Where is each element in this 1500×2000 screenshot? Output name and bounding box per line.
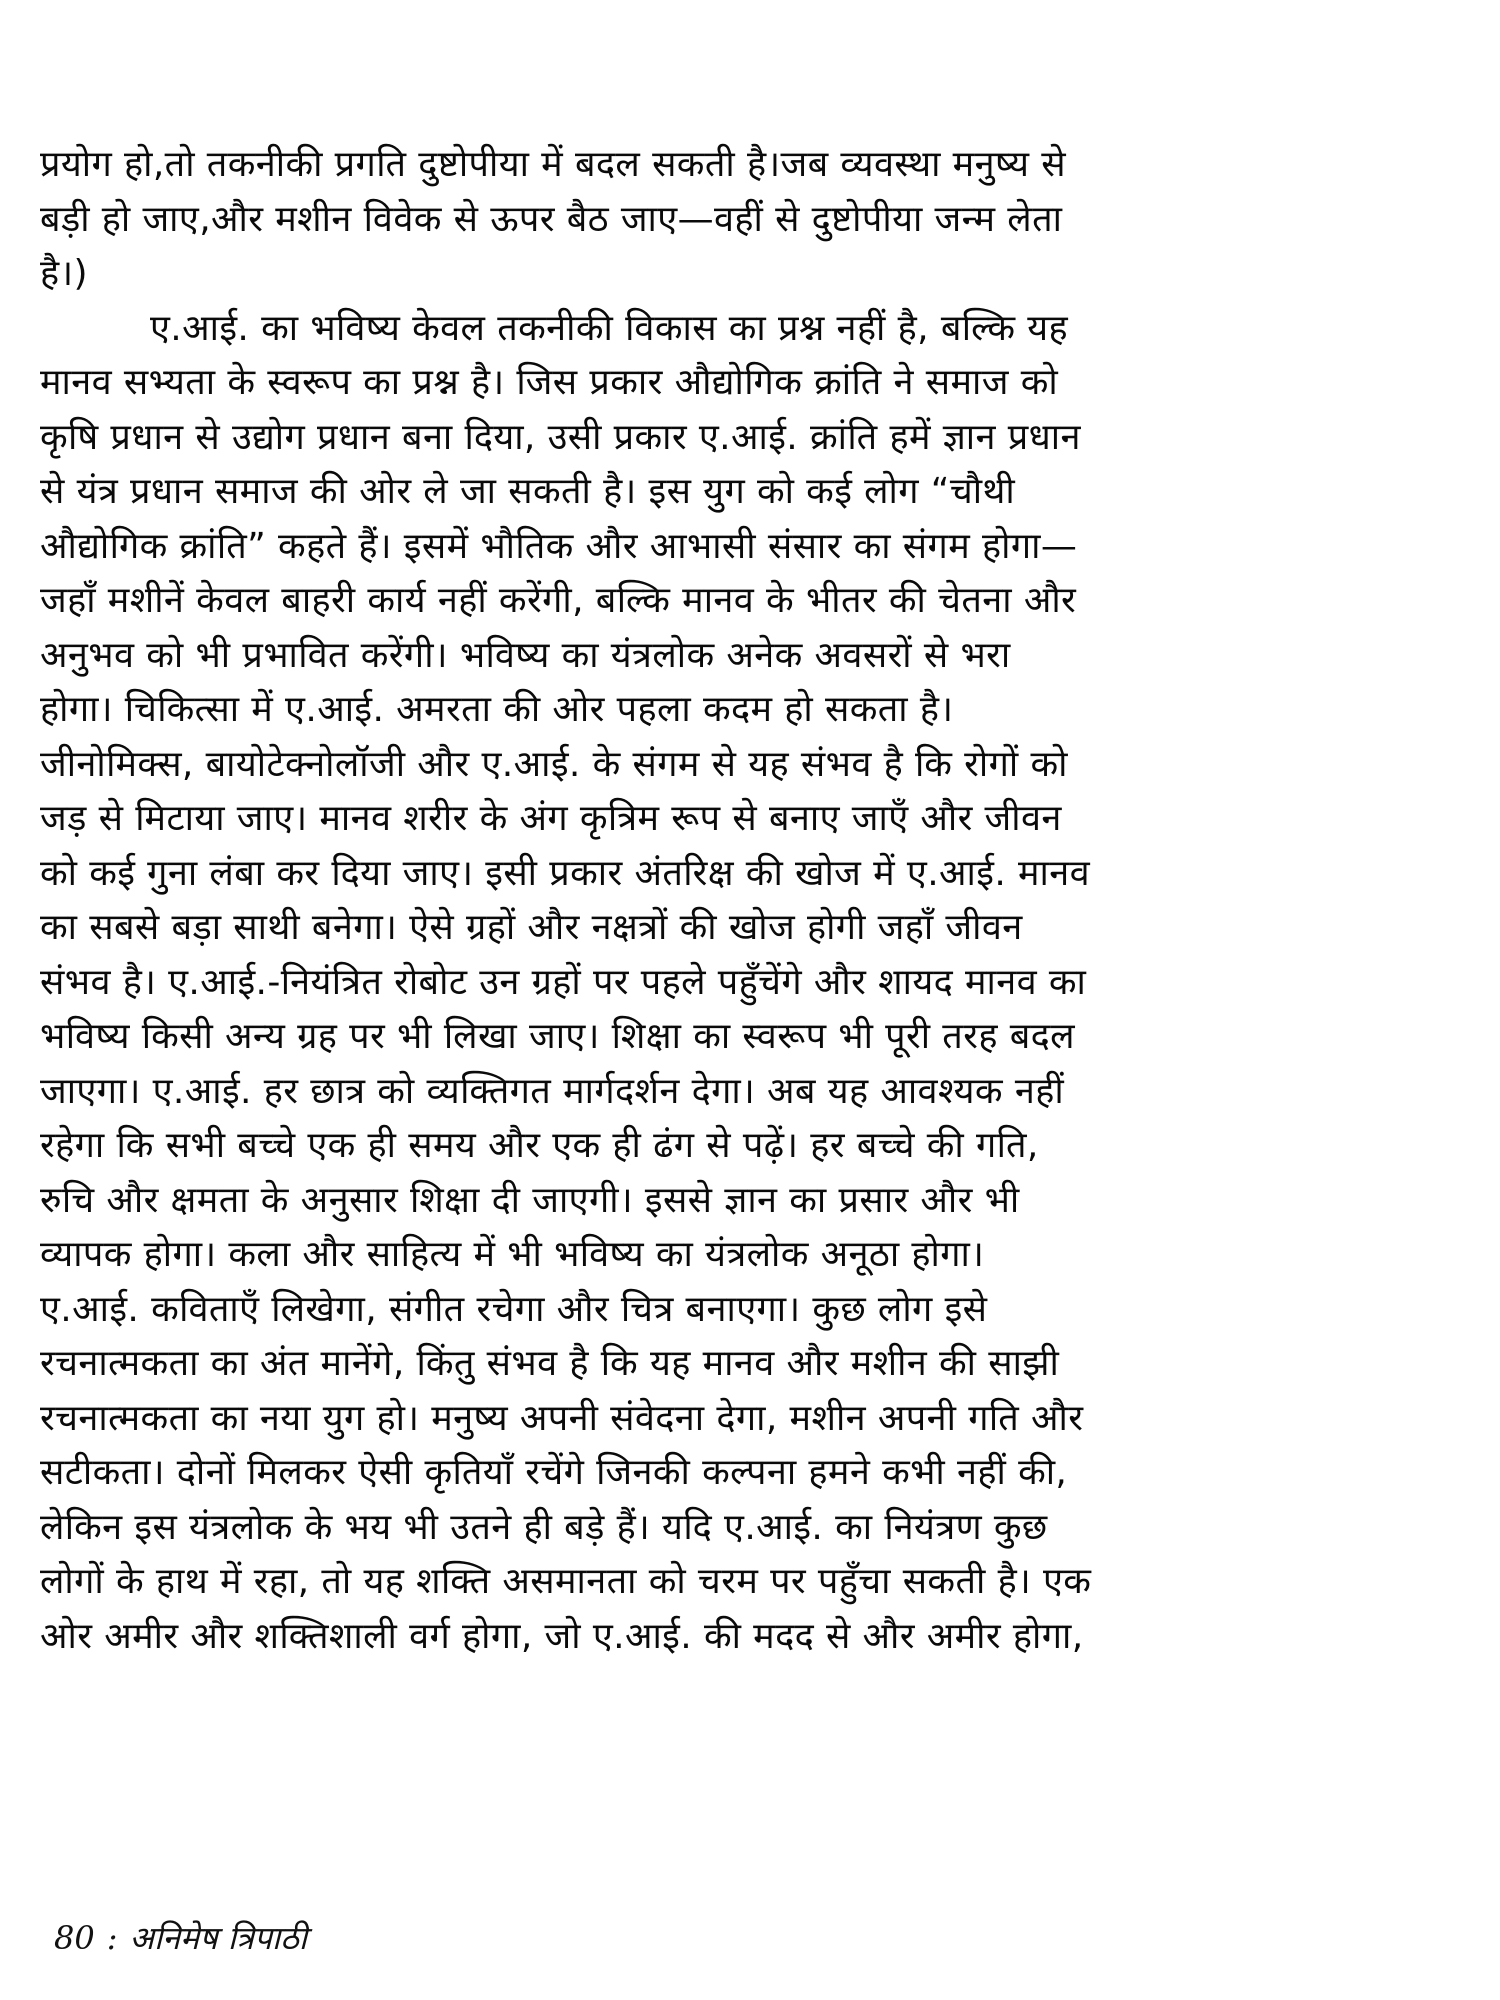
page-number: 80 <box>54 1919 95 1957</box>
text-line: जहाँ मशीनें केवल बाहरी कार्य नहीं करेंगी, बल्कि मानव के भीतर की चेतना और <box>40 580 1077 621</box>
text-line: रुचि और क्षमता के अनुसार शिक्षा दी जाएगी। इससे ज्ञान का प्रसार और भी <box>40 1179 1020 1221</box>
footer-separator: : <box>106 1919 118 1957</box>
text-line: कृषि प्रधान से उद्योग प्रधान बना दिया, उसी प्रकार ए.आई. क्रांति हमें ज्ञान प्रधान <box>40 416 1081 458</box>
text-line: रचनात्मकता का नया युग हो। मनुष्य अपनी संवेदना देगा, मशीन अपनी गति और <box>40 1397 1084 1439</box>
text-line: सटीकता। दोनों मिलकर ऐसी कृतियाँ रचेंगे जिनकी कल्पना हमने कभी नहीं की, <box>40 1452 1068 1493</box>
text-line: संभव है। ए.आई.-नियंत्रित रोबोट उन ग्रहों पर पहले पहुँचेंगे और शायद मानव का <box>40 961 1087 1003</box>
text-line: जड़ से मिटाया जाए। मानव शरीर के अंग कृत्रिम रूप से बनाए जाएँ और जीवन <box>40 798 1062 839</box>
text-line: से यंत्र प्रधान समाज की ओर ले जा सकती है। इस युग को कई लोग “चौथी <box>40 471 1016 512</box>
text-line: अनुभव को भी प्रभावित करेंगी। भविष्य का यंत्रलोक अनेक अवसरों से भरा <box>40 634 1011 676</box>
page-footer <box>54 1918 307 1958</box>
text-line: को कई गुना लंबा कर दिया जाए। इसी प्रकार अंतरिक्ष की खोज में ए.आई. मानव <box>40 852 1091 894</box>
text-line: होगा। चिकित्सा में ए.आई. अमरता की ओर पहला कदम हो सकता है। <box>40 689 954 730</box>
text-line: है।) <box>40 253 89 294</box>
text-line: रहेगा कि सभी बच्चे एक ही समय और एक ही ढंग से पढ़ें। हर बच्चे की गति, <box>40 1125 1039 1166</box>
text-line: औद्योगिक क्रांति” कहते हैं। इसमें भौतिक और आभासी संसार का संगम होगा— <box>40 525 1078 567</box>
text-line: का सबसे बड़ा साथी बनेगा। ऐसे ग्रहों और नक्षत्रों की खोज होगी जहाँ जीवन <box>40 907 1023 948</box>
text-line: ए.आई. कविताएँ लिखेगा, संगीत रचेगा और चित्र बनाएगा। कुछ लोग इसे <box>40 1288 988 1330</box>
author-name: अनिमेष त्रिपाठी <box>129 1919 308 1957</box>
text-line: जाएगा। ए.आई. हर छात्र को व्यक्तिगत मार्गदर्शन देगा। अब यह आवश्यक नहीं <box>40 1070 1065 1112</box>
body-text <box>40 138 1470 1664</box>
text-line: जीनोमिक्स, बायोटेक्नोलॉजी और ए.आई. के संगम से यह संभव है कि रोगों को <box>40 743 1068 785</box>
paragraph-start-line: ए.आई. का भविष्य केवल तकनीकी विकास का प्रश्न नहीं है, बल्कि यह <box>150 307 1069 349</box>
text-line: ओर अमीर और शक्तिशाली वर्ग होगा, जो ए.आई. की मदद से और अमीर होगा, <box>40 1615 1084 1657</box>
text-line: भविष्य किसी अन्य ग्रह पर भी लिखा जाए। शिक्षा का स्वरूप भी पूरी तरह बदल <box>40 1016 1075 1057</box>
text-line: प्रयोग हो,तो तकनीकी प्रगति दुष्टोपीया में बदल सकती है।जब व्यवस्था मनुष्य से <box>40 144 1067 185</box>
text-line: व्यापक होगा। कला और साहित्य में भी भविष्य का यंत्रलोक अनूठा होगा। <box>40 1234 985 1275</box>
text-line: लोगों के हाथ में रहा, तो यह शक्ति असमानता को चरम पर पहुँचा सकती है। एक <box>40 1561 1092 1602</box>
text-line: रचनात्मकता का अंत मानेंगे, किंतु संभव है कि यह मानव और मशीन की साझी <box>40 1343 1060 1384</box>
text-line: बड़ी हो जाए,और मशीन विवेक से ऊपर बैठ जाए—वहीं से दुष्टोपीया जन्म लेता <box>40 198 1063 240</box>
text-line: मानव सभ्यता के स्वरूप का प्रश्न है। जिस प्रकार औद्योगिक क्रांति ने समाज को <box>40 362 1059 403</box>
text-line: लेकिन इस यंत्रलोक के भय भी उतने ही बड़े हैं। यदि ए.आई. का नियंत्रण कुछ <box>40 1506 1048 1548</box>
